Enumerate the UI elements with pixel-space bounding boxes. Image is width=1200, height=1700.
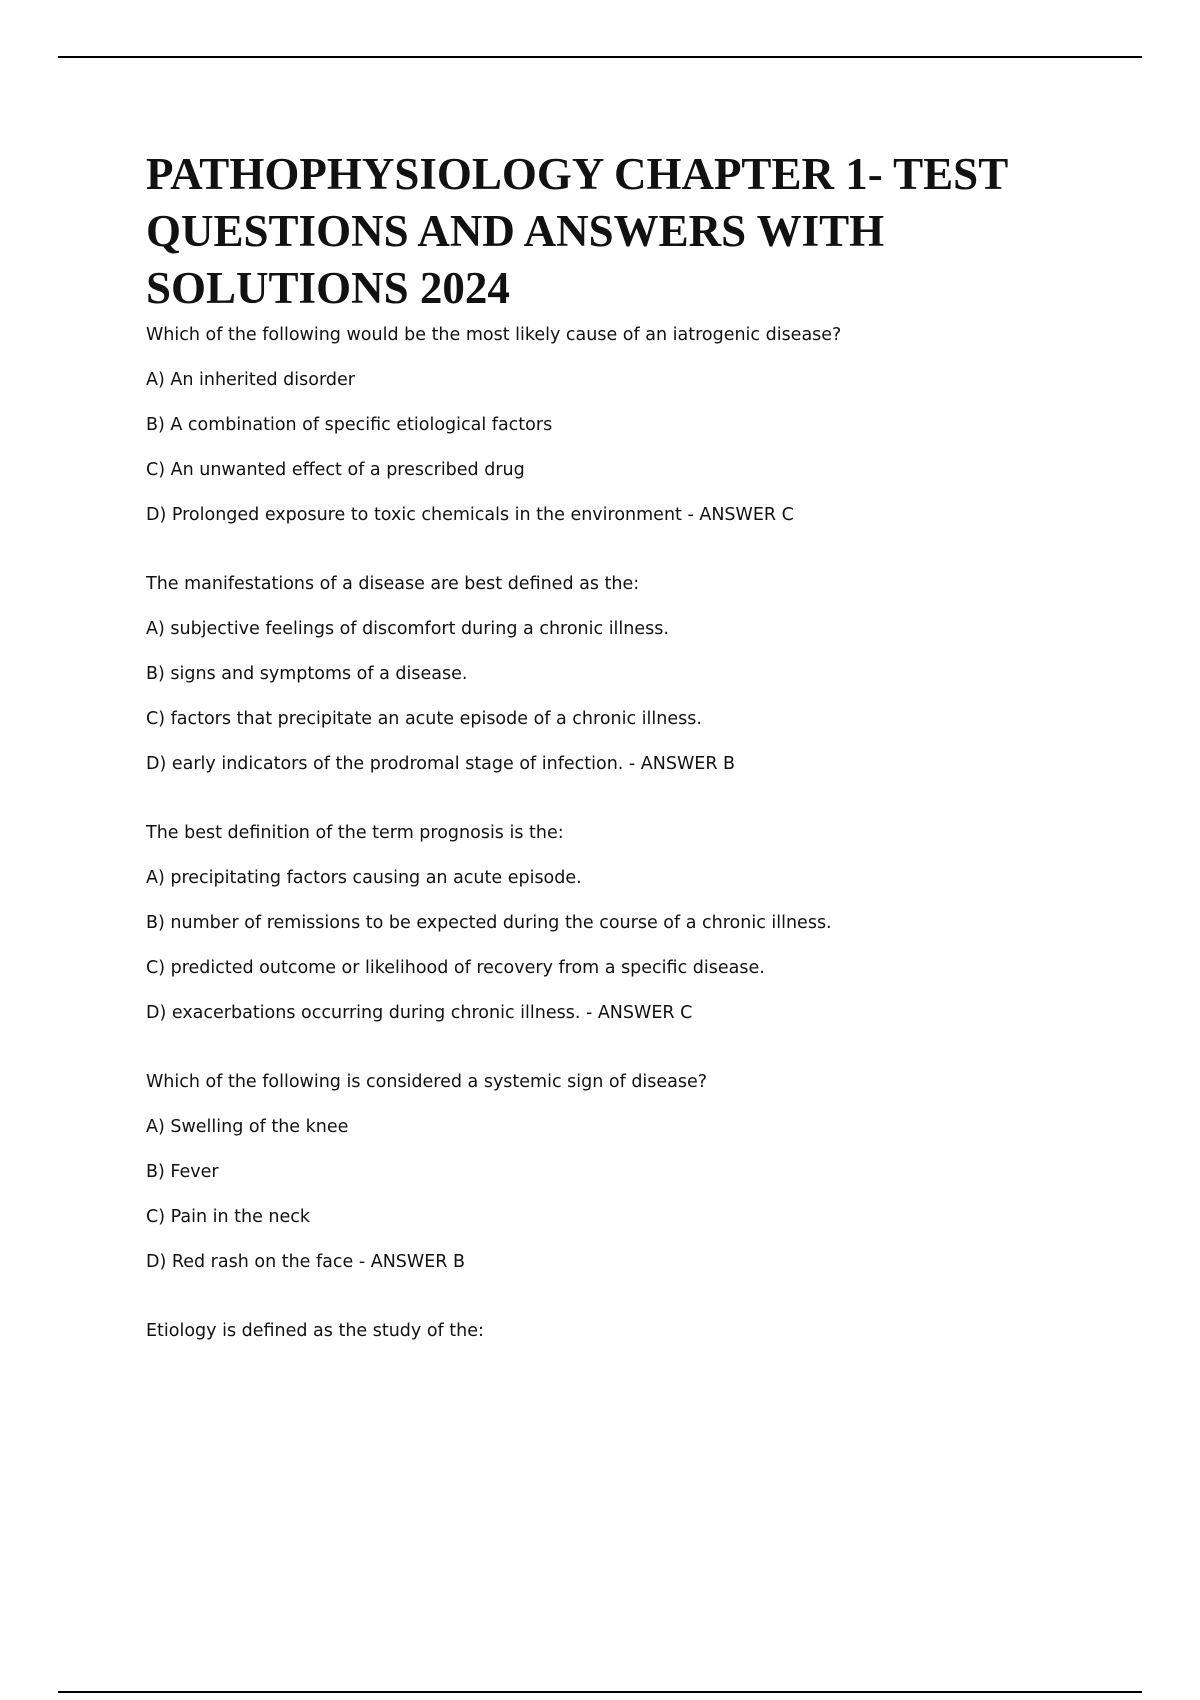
answer-option-c: C) predicted outcome or likelihood of recovery from a specific disease. — [146, 958, 765, 978]
answer-option-b: B) A combination of specific etiological factors — [146, 415, 553, 435]
title-line: SOLUTIONS 2024 — [146, 263, 510, 313]
answer-option-a: A) An inherited disorder — [146, 370, 355, 390]
answer-option-b: B) signs and symptoms of a disease. — [146, 664, 468, 684]
question-4 — [146, 1070, 1106, 1274]
question-stem: The best definition of the term prognosis is the: — [146, 823, 564, 843]
question-stem: The manifestations of a disease are best defined as the: — [146, 574, 640, 594]
answer-option-d: D) Red rash on the face - ANSWER B — [146, 1252, 465, 1272]
bottom-divider — [58, 1691, 1142, 1693]
title-line: QUESTIONS AND ANSWERS WITH — [146, 206, 885, 256]
question-1 — [146, 323, 1106, 527]
answer-option-a: A) Swelling of the knee — [146, 1117, 349, 1137]
answer-option-c: C) factors that precipitate an acute episode of a chronic illness. — [146, 709, 702, 729]
question-2 — [146, 572, 1106, 776]
answer-option-d: D) early indicators of the prodromal stage of infection. - ANSWER B — [146, 754, 736, 774]
answer-option-c: C) An unwanted effect of a prescribed drug — [146, 460, 525, 480]
question-5 — [146, 1319, 1106, 1343]
document-body — [146, 146, 1106, 1388]
title-line: PATHOPHYSIOLOGY CHAPTER 1- TEST — [146, 149, 1009, 199]
answer-option-d: D) Prolonged exposure to toxic chemicals in the environment - ANSWER C — [146, 505, 794, 525]
answer-option-d: D) exacerbations occurring during chronic illness. - ANSWER C — [146, 1003, 693, 1023]
question-stem: Etiology is defined as the study of the: — [146, 1321, 484, 1341]
top-divider — [58, 56, 1142, 58]
answer-option-a: A) subjective feelings of discomfort during a chronic illness. — [146, 619, 669, 639]
question-stem: Which of the following is considered a systemic sign of disease? — [146, 1072, 708, 1092]
answer-option-a: A) precipitating factors causing an acute episode. — [146, 868, 582, 888]
document-title — [146, 146, 1106, 317]
question-3 — [146, 821, 1106, 1025]
answer-option-b: B) Fever — [146, 1162, 219, 1182]
answer-option-c: C) Pain in the neck — [146, 1207, 311, 1227]
answer-option-b: B) number of remissions to be expected during the course of a chronic illness. — [146, 913, 832, 933]
question-stem: Which of the following would be the most likely cause of an iatrogenic disease? — [146, 325, 842, 345]
